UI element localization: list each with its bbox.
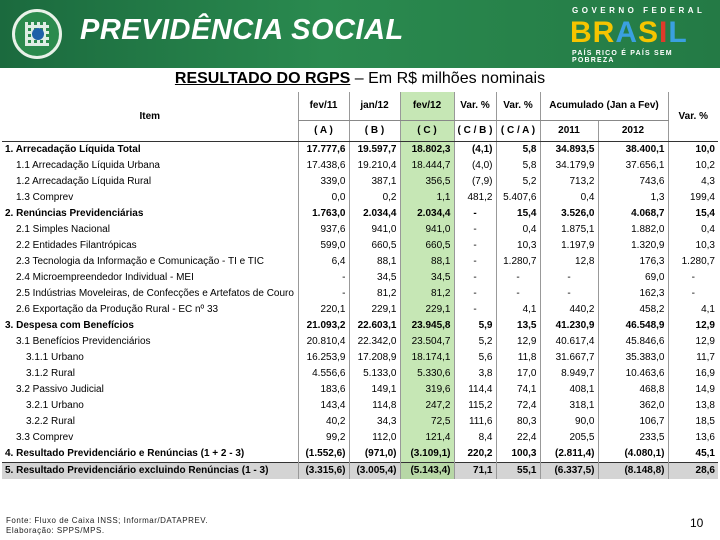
row-value-cell: 229,1: [349, 302, 400, 318]
row-value-cell: 10,3: [496, 238, 540, 254]
header-var3: Var. %: [668, 92, 718, 142]
table-body: [2, 142, 718, 480]
row-value-cell: 31.667,7: [540, 350, 598, 366]
row-value-cell: 20.810,4: [298, 334, 349, 350]
row-value-cell: 339,0: [298, 174, 349, 190]
row-value-cell: (6.337,5): [540, 463, 598, 480]
table-row: [2, 463, 718, 480]
header-jan12: jan/12: [349, 92, 400, 121]
row-value-cell: 19.597,7: [349, 142, 400, 159]
row-value-cell: 387,1: [349, 174, 400, 190]
row-value-cell: 72,4: [496, 398, 540, 414]
row-value-cell: 80,3: [496, 414, 540, 430]
row-value-cell: 5,2: [496, 174, 540, 190]
table-row: [2, 302, 718, 318]
row-value-cell: 112,0: [349, 430, 400, 446]
row-value-cell: 71,1: [454, 463, 496, 480]
row-value-cell: 362,0: [598, 398, 668, 414]
row-value-cell: (1.552,6): [298, 446, 349, 463]
row-value-cell: 4,1: [496, 302, 540, 318]
header-row-1: [2, 92, 718, 121]
row-value-cell: 18.444,7: [400, 158, 454, 174]
row-value-cell: 458,2: [598, 302, 668, 318]
row-value-cell: -: [454, 270, 496, 286]
rgps-table: [2, 92, 718, 479]
row-value-cell: 10,0: [668, 142, 718, 159]
row-value-cell: (3.315,6): [298, 463, 349, 480]
row-value-cell: 10.463,6: [598, 366, 668, 382]
table-row: [2, 238, 718, 254]
gov-logo: [568, 6, 716, 64]
row-item-label: 3.2.2 Rural: [26, 416, 75, 427]
row-value-cell: -: [298, 286, 349, 302]
row-value-cell: 143,4: [298, 398, 349, 414]
row-value-cell: 15,4: [496, 206, 540, 222]
row-value-cell: 1.882,0: [598, 222, 668, 238]
row-value-cell: 17.777,6: [298, 142, 349, 159]
row-value-cell: 35.383,0: [598, 350, 668, 366]
row-value-cell: (4,1): [454, 142, 496, 159]
row-value-cell: 743,6: [598, 174, 668, 190]
header-c: ( C ): [400, 121, 454, 142]
row-value-cell: 13,5: [496, 318, 540, 334]
row-value-cell: 319,6: [400, 382, 454, 398]
row-value-cell: 12,8: [540, 254, 598, 270]
row-value-cell: 5.133,0: [349, 366, 400, 382]
row-value-cell: 88,1: [349, 254, 400, 270]
row-value-cell: 0,4: [668, 222, 718, 238]
row-value-cell: 81,2: [400, 286, 454, 302]
row-value-cell: 4.068,7: [598, 206, 668, 222]
row-value-cell: 17.208,9: [349, 350, 400, 366]
table-row: [2, 334, 718, 350]
row-value-cell: (8.148,8): [598, 463, 668, 480]
subtitle-bold: RESULTADO DO RGPS: [174, 70, 351, 87]
row-value-cell: 5,8: [496, 142, 540, 159]
row-item-label: 1. Arrecadação Líquida Total: [5, 144, 141, 155]
row-value-cell: 247,2: [400, 398, 454, 414]
row-value-cell: 21.093,2: [298, 318, 349, 334]
row-value-cell: 17,0: [496, 366, 540, 382]
row-value-cell: (7,9): [454, 174, 496, 190]
header-banner: [0, 0, 720, 68]
row-value-cell: 115,2: [454, 398, 496, 414]
gov-top-text: GOVERNO FEDERAL: [572, 6, 706, 15]
table-row: [2, 350, 718, 366]
row-value-cell: (4,0): [454, 158, 496, 174]
row-value-cell: 34,3: [349, 414, 400, 430]
row-item-label: 3.1.2 Rural: [26, 368, 75, 379]
row-value-cell: 5,2: [454, 334, 496, 350]
row-value-cell: 46.548,9: [598, 318, 668, 334]
row-value-cell: 3,8: [454, 366, 496, 382]
row-item-label: 3.2 Passivo Judicial: [16, 384, 104, 395]
row-value-cell: 34,5: [400, 270, 454, 286]
row-value-cell: 1.875,1: [540, 222, 598, 238]
row-value-cell: 18.802,3: [400, 142, 454, 159]
row-item-label: 1.3 Comprev: [16, 192, 74, 203]
row-value-cell: 220,2: [454, 446, 496, 463]
table-row: [2, 158, 718, 174]
header-item: Item: [2, 92, 298, 142]
row-value-cell: 468,8: [598, 382, 668, 398]
row-value-cell: 4,3: [668, 174, 718, 190]
row-value-cell: 318,1: [540, 398, 598, 414]
row-value-cell: 233,5: [598, 430, 668, 446]
table-row: [2, 222, 718, 238]
footer-line-1: Fonte: Fluxo de Caixa INSS; Informar/DATAPREV.: [6, 516, 209, 525]
row-value-cell: 183,6: [298, 382, 349, 398]
row-value-cell: 162,3: [598, 286, 668, 302]
row-value-cell: 72,5: [400, 414, 454, 430]
row-value-cell: 15,4: [668, 206, 718, 222]
table-row: [2, 190, 718, 206]
row-value-cell: -: [540, 270, 598, 286]
row-value-cell: 5.407,6: [496, 190, 540, 206]
row-value-cell: 0,0: [298, 190, 349, 206]
table-row: [2, 446, 718, 463]
row-value-cell: 74,1: [496, 382, 540, 398]
subtitle-rest: – Em R$ milhões nominais: [350, 70, 546, 87]
row-value-cell: 481,2: [454, 190, 496, 206]
table-row: [2, 414, 718, 430]
row-value-cell: 88,1: [400, 254, 454, 270]
table-row: [2, 318, 718, 334]
row-value-cell: 0,2: [349, 190, 400, 206]
row-item-label: 3. Despesa com Benefícios: [5, 320, 134, 331]
header-2011: 2011: [540, 121, 598, 142]
row-value-cell: 5.330,6: [400, 366, 454, 382]
row-value-cell: 5,9: [454, 318, 496, 334]
row-value-cell: 114,8: [349, 398, 400, 414]
row-value-cell: 34.893,5: [540, 142, 598, 159]
row-value-cell: 14,9: [668, 382, 718, 398]
row-value-cell: 40.617,4: [540, 334, 598, 350]
row-value-cell: -: [540, 286, 598, 302]
table-row: [2, 286, 718, 302]
row-value-cell: 660,5: [400, 238, 454, 254]
row-value-cell: 18.174,1: [400, 350, 454, 366]
row-value-cell: -: [454, 302, 496, 318]
row-value-cell: 2.034,4: [400, 206, 454, 222]
previdencia-logo: [12, 9, 62, 59]
row-value-cell: -: [454, 222, 496, 238]
row-value-cell: 12,9: [668, 334, 718, 350]
table-row: [2, 430, 718, 446]
page-number: 10: [690, 516, 704, 530]
row-value-cell: 106,7: [598, 414, 668, 430]
row-value-cell: 149,1: [349, 382, 400, 398]
row-value-cell: 22.603,1: [349, 318, 400, 334]
row-value-cell: 34,5: [349, 270, 400, 286]
row-item-label: 1.1 Arrecadação Líquida Urbana: [16, 160, 160, 171]
row-value-cell: 121,4: [400, 430, 454, 446]
header-a: ( A ): [298, 121, 349, 142]
row-value-cell: 199,4: [668, 190, 718, 206]
row-value-cell: 941,0: [400, 222, 454, 238]
row-value-cell: 11,8: [496, 350, 540, 366]
row-value-cell: 1,1: [400, 190, 454, 206]
row-value-cell: 1.763,0: [298, 206, 349, 222]
row-value-cell: 1.280,7: [496, 254, 540, 270]
row-value-cell: (5.143,4): [400, 463, 454, 480]
row-value-cell: 12,9: [668, 318, 718, 334]
row-value-cell: 34.179,9: [540, 158, 598, 174]
table-row: [2, 366, 718, 382]
gov-slogan: PAÍS RICO É PAÍS SEM POBREZA: [572, 50, 673, 64]
row-value-cell: 69,0: [598, 270, 668, 286]
row-value-cell: 4.556,6: [298, 366, 349, 382]
row-value-cell: 3.526,0: [540, 206, 598, 222]
row-value-cell: 660,5: [349, 238, 400, 254]
row-value-cell: 38.400,1: [598, 142, 668, 159]
page-subtitle: [0, 70, 720, 88]
header-b: ( B ): [349, 121, 400, 142]
header-fev12: fev/12: [400, 92, 454, 121]
row-value-cell: 111,6: [454, 414, 496, 430]
header-2012: 2012: [598, 121, 668, 142]
footer-source: [6, 516, 208, 536]
row-value-cell: 220,1: [298, 302, 349, 318]
row-value-cell: 99,2: [298, 430, 349, 446]
row-value-cell: 16,9: [668, 366, 718, 382]
row-value-cell: 408,1: [540, 382, 598, 398]
table-row: [2, 398, 718, 414]
row-value-cell: 12,9: [496, 334, 540, 350]
row-value-cell: 2.034,4: [349, 206, 400, 222]
row-item-label: 2.4 Microempreendedor Individual - MEI: [16, 272, 194, 283]
header-fev11: fev/11: [298, 92, 349, 121]
row-value-cell: -: [454, 286, 496, 302]
row-value-cell: 10,2: [668, 158, 718, 174]
header-title: PREVIDÊNCIA SOCIAL: [80, 14, 404, 46]
row-value-cell: (4.080,1): [598, 446, 668, 463]
row-value-cell: 22.342,0: [349, 334, 400, 350]
row-item-label: 1.2 Arrecadação Líquida Rural: [16, 176, 152, 187]
row-item-label: 3.1 Benefícios Previdenciários: [16, 336, 151, 347]
row-value-cell: (3.005,4): [349, 463, 400, 480]
row-value-cell: -: [454, 238, 496, 254]
header-acumulado: Acumulado (Jan a Fev): [540, 92, 668, 121]
row-value-cell: 713,2: [540, 174, 598, 190]
row-value-cell: 18,5: [668, 414, 718, 430]
row-value-cell: 1.320,9: [598, 238, 668, 254]
row-value-cell: 4,1: [668, 302, 718, 318]
table-row: [2, 142, 718, 159]
row-value-cell: 0,4: [496, 222, 540, 238]
row-value-cell: 5,6: [454, 350, 496, 366]
row-value-cell: 1,3: [598, 190, 668, 206]
row-value-cell: -: [454, 254, 496, 270]
row-item-label: 2.6 Exportação da Produção Rural - EC nº 33: [16, 304, 219, 315]
header-ca: ( C / A ): [496, 121, 540, 142]
row-value-cell: 176,3: [598, 254, 668, 270]
row-value-cell: 937,6: [298, 222, 349, 238]
row-value-cell: 23.504,7: [400, 334, 454, 350]
row-value-cell: 11,7: [668, 350, 718, 366]
header-var1: Var. %: [454, 92, 496, 121]
row-value-cell: 941,0: [349, 222, 400, 238]
row-item-label: 2.2 Entidades Filantrópicas: [16, 240, 137, 251]
row-value-cell: 45.846,6: [598, 334, 668, 350]
row-value-cell: 13,8: [668, 398, 718, 414]
row-value-cell: 440,2: [540, 302, 598, 318]
row-value-cell: -: [668, 270, 718, 286]
row-value-cell: -: [668, 286, 718, 302]
rgps-table-container: [2, 92, 718, 479]
header-var2: Var. %: [496, 92, 540, 121]
row-value-cell: 17.438,6: [298, 158, 349, 174]
row-item-label: 4. Resultado Previdenciário e Renúncias (1 + 2 - 3): [5, 448, 245, 459]
table-row: [2, 270, 718, 286]
row-value-cell: 22,4: [496, 430, 540, 446]
header-cb: ( C / B ): [454, 121, 496, 142]
row-value-cell: -: [496, 270, 540, 286]
row-value-cell: 37.656,1: [598, 158, 668, 174]
row-item-label: 2. Renúncias Previdenciárias: [5, 208, 144, 219]
row-value-cell: -: [298, 270, 349, 286]
row-value-cell: 229,1: [400, 302, 454, 318]
row-value-cell: 45,1: [668, 446, 718, 463]
row-value-cell: 28,6: [668, 463, 718, 480]
row-value-cell: 40,2: [298, 414, 349, 430]
table-row: [2, 206, 718, 222]
row-value-cell: 5,8: [496, 158, 540, 174]
row-value-cell: 100,3: [496, 446, 540, 463]
row-value-cell: 356,5: [400, 174, 454, 190]
row-value-cell: 8.949,7: [540, 366, 598, 382]
row-value-cell: (2.811,4): [540, 446, 598, 463]
row-value-cell: 205,5: [540, 430, 598, 446]
row-value-cell: 8,4: [454, 430, 496, 446]
row-value-cell: 55,1: [496, 463, 540, 480]
footer-line-2: Elaboração: SPPS/MPS.: [6, 526, 105, 535]
row-value-cell: 90,0: [540, 414, 598, 430]
row-item-label: 5. Resultado Previdenciário excluindo Renúncias (1 - 3): [2, 463, 298, 480]
row-value-cell: 19.210,4: [349, 158, 400, 174]
row-value-cell: 81,2: [349, 286, 400, 302]
row-value-cell: 599,0: [298, 238, 349, 254]
row-value-cell: 13,6: [668, 430, 718, 446]
row-item-label: 3.1.1 Urbano: [26, 352, 84, 363]
row-item-label: 2.5 Indústrias Moveleiras, de Confecções e Artefatos de Couro: [16, 288, 294, 299]
row-item-label: 2.3 Tecnologia da Informação e Comunicação - TI e TIC: [16, 256, 264, 267]
row-item-label: 3.2.1 Urbano: [26, 400, 84, 411]
row-value-cell: (971,0): [349, 446, 400, 463]
row-value-cell: -: [454, 206, 496, 222]
logo-dot-icon: [32, 28, 44, 40]
table-row: [2, 382, 718, 398]
table-row: [2, 254, 718, 270]
row-value-cell: (3.109,1): [400, 446, 454, 463]
row-value-cell: 114,4: [454, 382, 496, 398]
row-value-cell: 10,3: [668, 238, 718, 254]
row-value-cell: 23.945,8: [400, 318, 454, 334]
row-value-cell: 1.197,9: [540, 238, 598, 254]
row-item-label: 2.1 Simples Nacional: [16, 224, 110, 235]
table-row: [2, 174, 718, 190]
row-value-cell: 1.280,7: [668, 254, 718, 270]
gov-brand-text: BRASIL: [570, 16, 688, 49]
row-value-cell: 41.230,9: [540, 318, 598, 334]
row-value-cell: 0,4: [540, 190, 598, 206]
row-value-cell: -: [496, 286, 540, 302]
row-item-label: 3.3 Comprev: [16, 432, 74, 443]
row-value-cell: 6,4: [298, 254, 349, 270]
row-value-cell: 16.253,9: [298, 350, 349, 366]
